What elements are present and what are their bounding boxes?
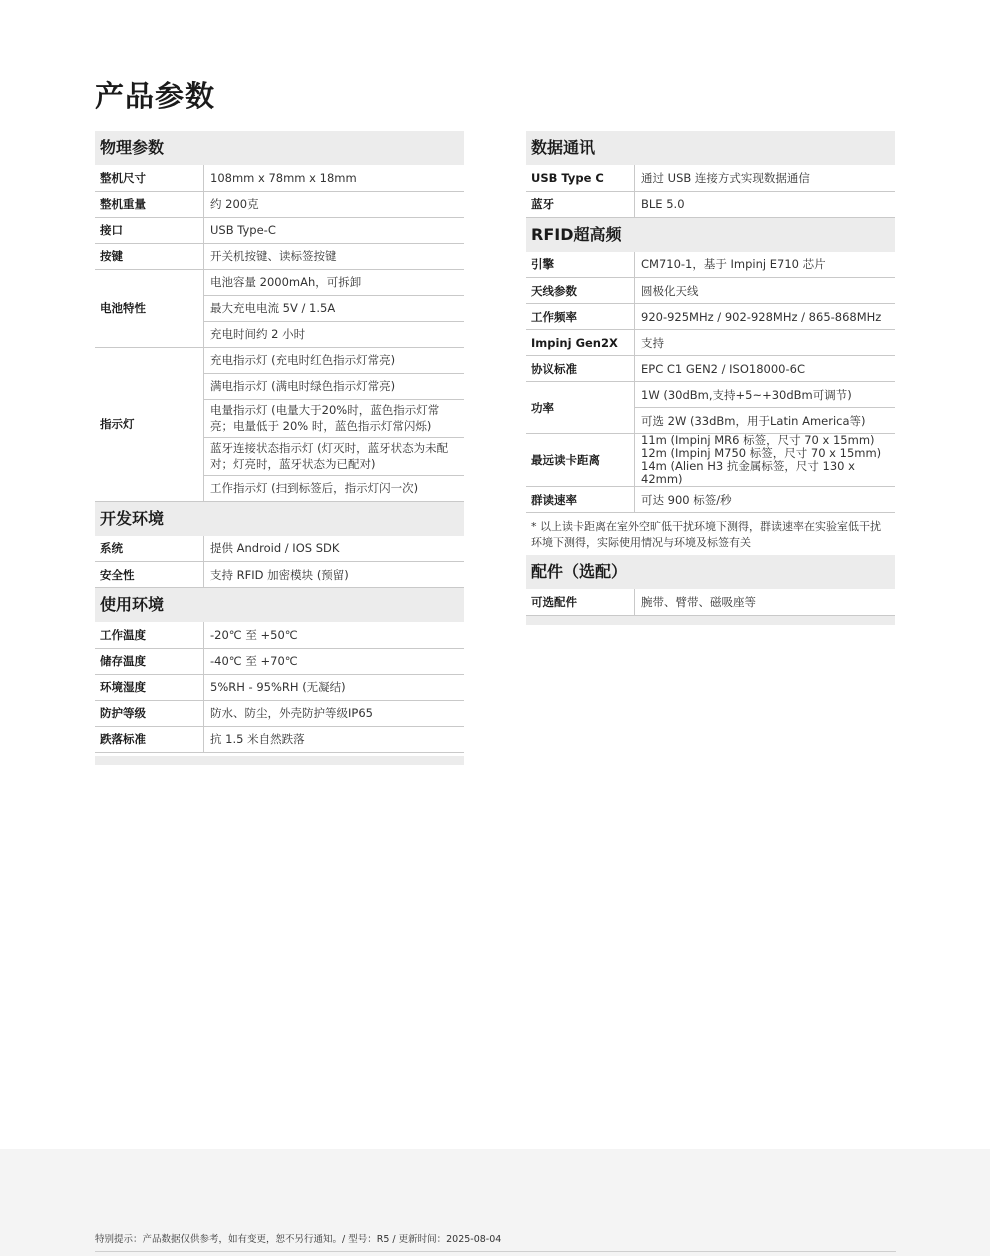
table-row bbox=[95, 217, 464, 243]
footer-text: 特别提示：产品数据仅供参考，如有变更，恕不另行通知。/ 型号：R5 / 更新时间：2025-08-04 bbox=[95, 1234, 502, 1245]
spec-value: 提供 Android / IOS SDK bbox=[204, 536, 465, 562]
right-column bbox=[526, 131, 895, 625]
spec-value: 920-925MHz / 902-928MHz / 865-868MHz bbox=[635, 304, 896, 330]
spec-value: EPC C1 GEN2 / ISO18000-6C bbox=[635, 356, 896, 382]
spec-value: 圆极化天线 bbox=[635, 278, 896, 304]
spec-value: 工作指示灯 (扫到标签后，指示灯闪一次) bbox=[204, 475, 465, 501]
table-row bbox=[95, 562, 464, 588]
table-row bbox=[95, 700, 464, 726]
spec-value bbox=[635, 434, 896, 487]
section-env-heading: 使用环境 bbox=[95, 588, 464, 622]
spec-key: 可选配件 bbox=[526, 589, 635, 615]
spec-key: 安全性 bbox=[95, 562, 204, 588]
table-row bbox=[95, 726, 464, 752]
table-row bbox=[526, 252, 895, 278]
spec-value: 5%RH - 95%RH (无凝结) bbox=[204, 674, 465, 700]
range-line: 11m (Impinj MR6 标签，尺寸 70 x 15mm) bbox=[641, 433, 875, 447]
spec-value: BLE 5.0 bbox=[635, 191, 896, 217]
table-row bbox=[526, 356, 895, 382]
left-column bbox=[95, 131, 464, 765]
spec-value: -40℃ 至 +70℃ bbox=[204, 648, 465, 674]
table-row bbox=[95, 243, 464, 269]
table-row bbox=[95, 347, 464, 373]
table-row bbox=[95, 165, 464, 191]
spec-key: 环境湿度 bbox=[95, 674, 204, 700]
table-row bbox=[95, 269, 464, 295]
spec-value: 可达 900 标签/秒 bbox=[635, 487, 896, 513]
spec-key: 蓝牙 bbox=[526, 191, 635, 217]
dev-table bbox=[95, 536, 464, 589]
spec-key: 群读速率 bbox=[526, 487, 635, 513]
spec-key: 储存温度 bbox=[95, 648, 204, 674]
spec-value: 充电时间约 2 小时 bbox=[204, 321, 465, 347]
table-row bbox=[526, 589, 895, 615]
section-accessories-heading: 配件（选配） bbox=[526, 555, 895, 589]
spec-value: 电量指示灯 (电量大于20%时，蓝色指示灯常亮；电量低于 20% 时，蓝色指示灯常闪烁) bbox=[204, 399, 465, 437]
spec-value: 开关机按键、读标签按键 bbox=[204, 243, 465, 269]
spec-value: 支持 bbox=[635, 330, 896, 356]
physical-table bbox=[95, 165, 464, 502]
table-row bbox=[95, 648, 464, 674]
accessories-table bbox=[526, 589, 895, 616]
table-row bbox=[526, 330, 895, 356]
spec-value: 电池容量 2000mAh，可拆卸 bbox=[204, 269, 465, 295]
section-physical-heading: 物理参数 bbox=[95, 131, 464, 165]
table-row bbox=[95, 674, 464, 700]
spec-value: 腕带、臂带、磁吸座等 bbox=[635, 589, 896, 615]
spec-value: USB Type-C bbox=[204, 217, 465, 243]
spec-value: -20℃ 至 +50℃ bbox=[204, 622, 465, 648]
spec-key: 指示灯 bbox=[95, 347, 204, 501]
spec-key: USB Type C bbox=[526, 165, 635, 191]
section-comm-heading: 数据通讯 bbox=[526, 131, 895, 165]
section-rfid-heading: RFID超高频 bbox=[526, 218, 895, 252]
table-row bbox=[526, 382, 895, 408]
spec-key: 最远读卡距离 bbox=[526, 434, 635, 487]
spec-key: Impinj Gen2X bbox=[526, 330, 635, 356]
page-title: 产品参数 bbox=[95, 79, 216, 113]
comm-table bbox=[526, 165, 895, 218]
spec-value: 最大充电电流 5V / 1.5A bbox=[204, 295, 465, 321]
table-row bbox=[526, 165, 895, 191]
spec-value: CM710-1，基于 Impinj E710 芯片 bbox=[635, 252, 896, 278]
spec-value: 防水、防尘，外壳防护等级IP65 bbox=[204, 700, 465, 726]
table-row bbox=[95, 536, 464, 562]
spec-key: 跌落标准 bbox=[95, 726, 204, 752]
spec-key: 引擎 bbox=[526, 252, 635, 278]
table-row bbox=[526, 304, 895, 330]
table-row bbox=[526, 487, 895, 513]
spec-key: 协议标准 bbox=[526, 356, 635, 382]
spec-key: 天线参数 bbox=[526, 278, 635, 304]
spec-key: 工作频率 bbox=[526, 304, 635, 330]
section-dev-heading: 开发环境 bbox=[95, 502, 464, 536]
table-row bbox=[526, 191, 895, 217]
spec-key: 接口 bbox=[95, 217, 204, 243]
spec-key: 系统 bbox=[95, 536, 204, 562]
range-line: 12m (Impinj M750 标签，尺寸 70 x 15mm) bbox=[641, 446, 882, 460]
spec-value: 108mm x 78mm x 18mm bbox=[204, 165, 465, 191]
spec-value: 蓝牙连接状态指示灯 (灯灭时，蓝牙状态为未配对；灯亮时，蓝牙状态为已配对) bbox=[204, 437, 465, 475]
section-end-bar bbox=[526, 616, 895, 625]
footnote: * 以上读卡距离在室外空旷低干扰环境下测得，群读速率在实验室低干扰环境下测得，实际使用情况与环境及标签有关 bbox=[531, 520, 881, 549]
spec-key: 电池特性 bbox=[95, 269, 204, 347]
table-row bbox=[95, 622, 464, 648]
spec-value: 抗 1.5 米自然跌落 bbox=[204, 726, 465, 752]
spec-value: 支持 RFID 加密模块 (预留) bbox=[204, 562, 465, 588]
table-row bbox=[95, 191, 464, 217]
spec-key: 防护等级 bbox=[95, 700, 204, 726]
spec-key: 整机尺寸 bbox=[95, 165, 204, 191]
env-table bbox=[95, 622, 464, 753]
spec-value: 约 200克 bbox=[204, 191, 465, 217]
section-end-bar bbox=[95, 756, 464, 765]
spec-key: 工作温度 bbox=[95, 622, 204, 648]
spec-value: 满电指示灯 (满电时绿色指示灯常亮) bbox=[204, 373, 465, 399]
table-row bbox=[526, 278, 895, 304]
spec-value: 可选 2W (33dBm，用于Latin America等) bbox=[635, 408, 896, 434]
spec-key: 整机重量 bbox=[95, 191, 204, 217]
spec-key: 按键 bbox=[95, 243, 204, 269]
range-line: 14m (Alien H3 抗金属标签，尺寸 130 x 42mm) bbox=[641, 459, 855, 486]
spec-value: 充电指示灯 (充电时红色指示灯常亮) bbox=[204, 347, 465, 373]
rfid-table bbox=[526, 252, 895, 514]
table-row bbox=[526, 434, 895, 487]
spec-value: 通过 USB 连接方式实现数据通信 bbox=[635, 165, 896, 191]
spec-value: 1W (30dBm,支持+5~+30dBm可调节) bbox=[635, 382, 896, 408]
footer-divider bbox=[95, 1251, 896, 1252]
spec-key: 功率 bbox=[526, 382, 635, 434]
